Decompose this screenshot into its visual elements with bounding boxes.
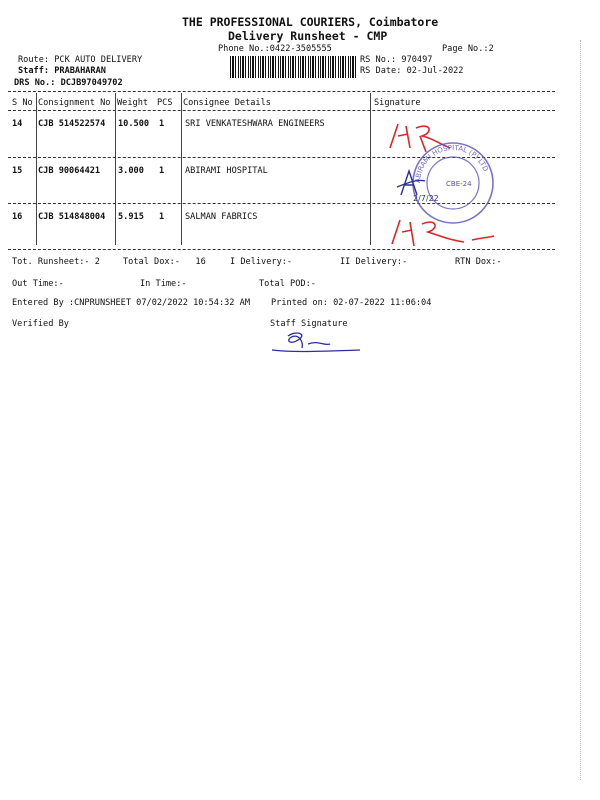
row-consignment: CJB 514522574	[38, 119, 106, 129]
col-divider	[36, 93, 37, 245]
col-header-sno: S No	[12, 98, 33, 108]
drs-number: DRS No.: DCJB97049702	[14, 78, 123, 88]
route-label: Route: PCK AUTO DELIVERY	[18, 55, 143, 65]
barcode	[230, 56, 358, 78]
row-weight: 10.500	[118, 119, 150, 129]
row-consignee: SRI VENKATESHWARA ENGINEERS	[185, 119, 325, 129]
stamp-date-note: 2/7/22	[413, 194, 439, 203]
staff-signature	[268, 328, 368, 358]
row-consignee: SALMAN FABRICS	[185, 212, 258, 222]
row-sno: 14	[12, 119, 23, 129]
row-consignment: CJB 514848004	[38, 212, 106, 222]
col-header-consignment: Consignment No	[38, 98, 111, 108]
row-pcs: 1	[159, 212, 165, 222]
verified-by: Verified By	[12, 319, 69, 329]
rs-date: RS Date: 02-Jul-2022	[360, 66, 464, 76]
stamp-ring-text: ABIRAMI HOSPITAL (P) LTD	[413, 143, 490, 184]
printed-on: Printed on: 02-07-2022 11:06:04	[271, 298, 432, 308]
phone-number: Phone No.:0422-3505555	[218, 44, 332, 54]
row-sno: 16	[12, 212, 23, 222]
table-header-rule	[8, 110, 555, 111]
total-dox: Total Dox:- 16	[123, 257, 206, 267]
table-top-rule	[8, 91, 555, 92]
rtn-dox: RTN Dox:-	[455, 257, 502, 267]
row-weight: 5.915	[118, 212, 144, 222]
row-consignee: ABIRAMI HOSPITAL	[185, 166, 268, 176]
col-header-signature: Signature	[374, 98, 421, 108]
i-delivery: I Delivery:-	[230, 257, 293, 267]
row-consignment: CJB 90064421	[38, 166, 101, 176]
col-header-weight: Weight	[117, 98, 149, 108]
ii-delivery: II Delivery:-	[340, 257, 408, 267]
row-weight: 3.000	[118, 166, 144, 176]
row-sno: 15	[12, 166, 23, 176]
stamp-initials	[395, 165, 455, 205]
staff-label: Staff: PRABAHARAN	[18, 66, 106, 76]
page-edge	[580, 40, 581, 780]
document-title: Delivery Runsheet - CMP	[228, 29, 388, 43]
row-pcs: 1	[159, 166, 165, 176]
rs-number: RS No.: 970497	[360, 55, 433, 65]
staff-signature-label: Staff Signature	[270, 319, 348, 329]
total-pod: Total POD:-	[259, 279, 316, 289]
stamp-code: CBE-24	[446, 180, 472, 188]
row-pcs: 1	[159, 119, 165, 129]
col-divider	[370, 93, 371, 245]
col-header-pcs: PCS	[157, 98, 173, 108]
col-header-consignee: Consignee Details	[183, 98, 271, 108]
in-time: In Time:-	[140, 279, 187, 289]
out-time: Out Time:-	[12, 279, 64, 289]
total-runsheet: Tot. Runsheet:- 2	[12, 257, 100, 267]
col-divider	[181, 93, 182, 245]
entered-by: Entered By :CNPRUNSHEET 07/02/2022 10:54:32 AM	[12, 298, 250, 308]
page-number: Page No.:2	[442, 44, 494, 54]
col-divider	[115, 93, 116, 245]
company-name: THE PROFESSIONAL COURIERS, Coimbatore	[182, 15, 439, 29]
